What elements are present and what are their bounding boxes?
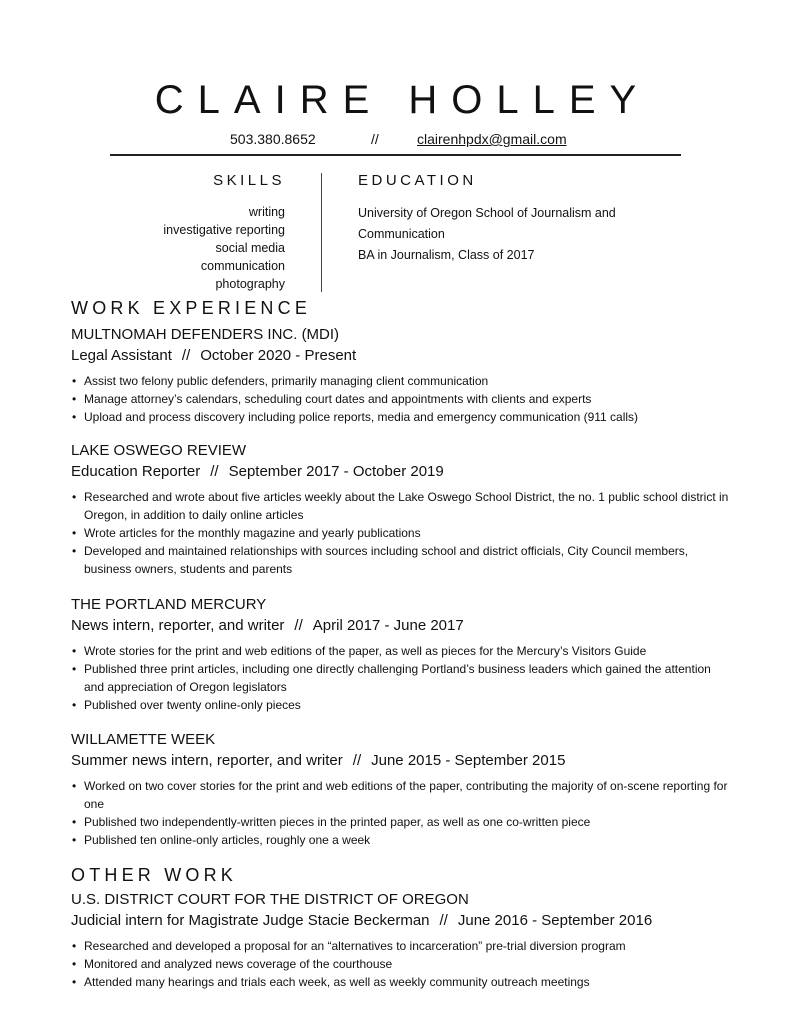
skills-list <box>163 203 285 293</box>
skill-item: communication <box>200 259 285 273</box>
bullet-item: • Manage attorney’s calendars, scheduling court dates and appointments with clients and experts <box>71 390 731 408</box>
phone-number: 503.380.8652 <box>230 131 316 147</box>
job-role-line <box>71 346 731 366</box>
resume-name: CLAIRE HOLLEY <box>154 78 651 122</box>
job-organization: U.S. DISTRICT COURT FOR THE DISTRICT OF OREGON <box>71 891 469 908</box>
contact-separator: // <box>371 131 379 147</box>
role-separator: // <box>439 912 448 929</box>
job-title: Judicial intern for Magistrate Judge Stacie Beckerman <box>71 912 430 929</box>
header-divider <box>110 154 681 156</box>
role-separator: // <box>352 752 362 769</box>
job-title: News intern, reporter, and writer <box>71 617 285 634</box>
bullet-item: • Researched and wrote about five articles weekly about the Lake Oswego School District, the no. 1 public school district in Oregon, in addition to daily online articles <box>71 488 731 524</box>
job-title: Summer news intern, reporter, and writer <box>71 752 343 769</box>
job-dates: September 2017 - October 2019 <box>228 463 444 480</box>
bullet-item: • Monitored and analyzed news coverage of the courthouse <box>71 955 731 973</box>
job-organization: LAKE OSWEGO REVIEW <box>71 442 247 459</box>
job-entry <box>71 730 731 849</box>
work-experience-heading: WORK EXPERIENCE <box>71 298 312 318</box>
job-organization: THE PORTLAND MERCURY <box>71 596 267 613</box>
job-bullets <box>71 777 731 849</box>
job-entry <box>71 595 731 714</box>
job-entry <box>71 325 731 426</box>
skill-item: investigative reporting <box>163 223 285 237</box>
education-line: Communication <box>358 227 445 241</box>
email-link[interactable]: clairenhpdx@gmail.com <box>417 131 567 147</box>
job-entry <box>71 890 731 991</box>
education-details <box>358 203 658 266</box>
skill-item: writing <box>248 205 285 219</box>
job-bullets <box>71 488 731 578</box>
job-role-line <box>71 751 731 771</box>
job-dates: June 2015 - September 2015 <box>371 752 566 769</box>
bullet-item: • Published ten online-only articles, roughly one a week <box>71 831 731 849</box>
skill-item: photography <box>215 277 285 291</box>
job-entry <box>71 441 731 578</box>
job-organization: MULTNOMAH DEFENDERS INC. (MDI) <box>71 326 340 343</box>
skills-heading: SKILLS <box>213 172 285 189</box>
skill-item: social media <box>215 241 285 255</box>
contact-line <box>0 131 791 151</box>
job-dates: October 2020 - Present <box>200 347 357 364</box>
education-line: University of Oregon School of Journalism and <box>358 206 616 220</box>
role-separator: // <box>181 347 191 364</box>
bullet-item: • Assist two felony public defenders, primarily managing client communication <box>71 372 731 390</box>
job-dates: June 2016 - September 2016 <box>457 912 653 929</box>
job-title: Education Reporter <box>71 463 201 480</box>
other-work-heading: OTHER WORK <box>71 865 237 885</box>
role-separator: // <box>294 617 303 634</box>
bullet-item: • Attended many hearings and trials each week, as well as weekly community outreach meetings <box>71 973 731 991</box>
bullet-item: • Developed and maintained relationships with sources including school and district officials, City Council members, business owners, students and parents <box>71 542 731 578</box>
job-bullets <box>71 642 731 714</box>
column-divider <box>321 173 322 292</box>
job-role-line <box>71 616 731 636</box>
job-role-line <box>71 462 731 482</box>
job-bullets <box>71 937 731 991</box>
job-dates: April 2017 - June 2017 <box>312 617 464 634</box>
bullet-item: • Wrote articles for the monthly magazine and yearly publications <box>71 524 731 542</box>
job-organization: WILLAMETTE WEEK <box>71 731 216 748</box>
bullet-item: • Published two independently-written pieces in the printed paper, as well as one co-written piece <box>71 813 731 831</box>
bullet-item: • Published three print articles, including one directly challenging Portland’s business leaders which gained the attention and appreciation of Oregon legislators <box>71 660 731 696</box>
bullet-item: • Worked on two cover stories for the print and web editions of the paper, contributing the majority of on-scene reporting for one <box>71 777 731 813</box>
bullet-item: • Upload and process discovery including police reports, media and emergency communication (911 calls) <box>71 408 731 426</box>
bullet-item: • Published over twenty online-only pieces <box>71 696 731 714</box>
education-heading: EDUCATION <box>358 172 477 189</box>
education-line: BA in Journalism, Class of 2017 <box>358 248 535 262</box>
bullet-item: • Wrote stories for the print and web editions of the paper, as well as pieces for the Mercury’s Visitors Guide <box>71 642 731 660</box>
job-bullets <box>71 372 731 426</box>
job-title: Legal Assistant <box>71 347 172 364</box>
bullet-item: • Researched and developed a proposal for an “alternatives to incarceration” pre-trial diversion program <box>71 937 731 955</box>
role-separator: // <box>210 463 219 480</box>
job-role-line <box>71 911 731 931</box>
